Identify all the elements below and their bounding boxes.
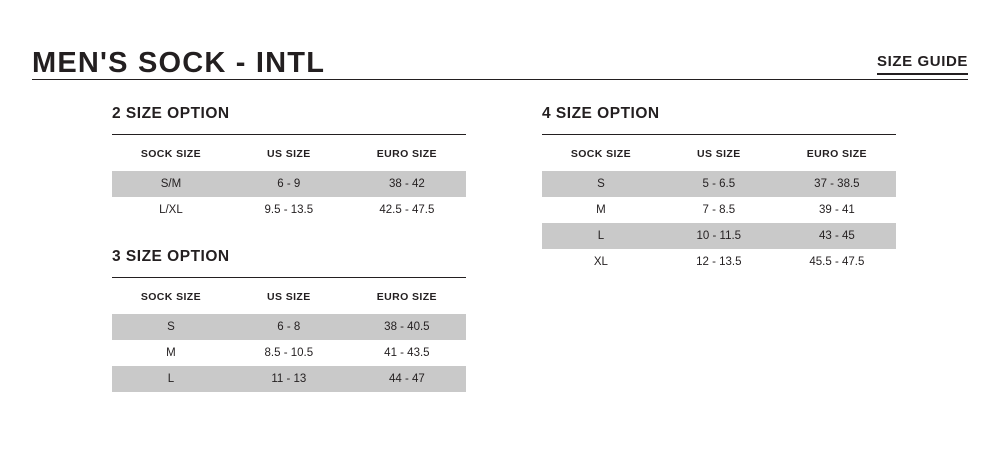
cell-euro-size: 42.5 - 47.5 (379, 203, 435, 216)
table-row (112, 366, 466, 392)
column-header-euro-size: EURO SIZE (376, 147, 437, 160)
column-header-us-size: US SIZE (266, 290, 311, 303)
table-header-row (112, 135, 466, 171)
cell-sock-size: XL (593, 255, 608, 268)
table-row (112, 340, 466, 366)
column-header-sock-size: SOCK SIZE (140, 147, 202, 160)
cell-us-size: 7 - 8.5 (702, 203, 736, 216)
cell-us-size: 9.5 - 13.5 (264, 203, 314, 216)
cell-us-size: 10 - 11.5 (660, 223, 778, 249)
cell-sock-size: M (166, 346, 176, 359)
table-row (112, 171, 466, 197)
table-row (542, 197, 896, 223)
cell-euro-size: 44 - 47 (348, 366, 466, 392)
column-header-us-size: US SIZE (266, 147, 311, 160)
cell-sock-size: S/M (112, 171, 230, 197)
cell-us-size: 6 - 8 (230, 314, 348, 340)
cell-us-size: 6 - 9 (230, 171, 348, 197)
table-row (542, 249, 896, 275)
section-title: 4 SIZE OPTION (542, 105, 660, 122)
section-title: 3 SIZE OPTION (112, 248, 230, 265)
section-three-size-option (112, 249, 466, 392)
column-header-sock-size: SOCK SIZE (570, 147, 632, 160)
cell-us-size: 5 - 6.5 (660, 171, 778, 197)
section-title: 2 SIZE OPTION (112, 105, 230, 122)
cell-us-size: 11 - 13 (230, 366, 348, 392)
cell-sock-size: M (596, 203, 606, 216)
column-header-sock-size: SOCK SIZE (140, 290, 202, 303)
column-header-us-size: US SIZE (696, 147, 741, 160)
cell-sock-size: L (112, 366, 230, 392)
table-row (112, 197, 466, 223)
page-header (32, 24, 968, 80)
cell-euro-size: 43 - 45 (778, 223, 896, 249)
cell-us-size: 8.5 - 10.5 (264, 346, 314, 359)
cell-euro-size: 45.5 - 47.5 (809, 255, 865, 268)
cell-us-size: 12 - 13.5 (696, 255, 742, 268)
table-header-row (542, 135, 896, 171)
cell-euro-size: 38 - 40.5 (348, 314, 466, 340)
cell-sock-size: L (542, 223, 660, 249)
cell-euro-size: 41 - 43.5 (384, 346, 430, 359)
cell-sock-size: L/XL (159, 203, 183, 216)
cell-sock-size: S (112, 314, 230, 340)
table-row (542, 223, 896, 249)
size-table-4 (542, 135, 896, 275)
table-row (112, 314, 466, 340)
header-divider (32, 79, 968, 80)
size-table-2 (112, 135, 466, 223)
cell-euro-size: 37 - 38.5 (778, 171, 896, 197)
page-title: MEN'S SOCK - INTL (32, 47, 326, 79)
size-table-3 (112, 278, 466, 392)
cell-euro-size: 38 - 42 (348, 171, 466, 197)
cell-euro-size: 39 - 41 (818, 203, 855, 216)
size-guide-label: SIZE GUIDE (877, 54, 968, 75)
cell-sock-size: S (542, 171, 660, 197)
section-four-size-option (542, 106, 896, 275)
table-row (542, 171, 896, 197)
column-header-euro-size: EURO SIZE (806, 147, 867, 160)
column-header-euro-size: EURO SIZE (376, 290, 437, 303)
table-header-row (112, 278, 466, 314)
section-two-size-option (112, 106, 466, 223)
